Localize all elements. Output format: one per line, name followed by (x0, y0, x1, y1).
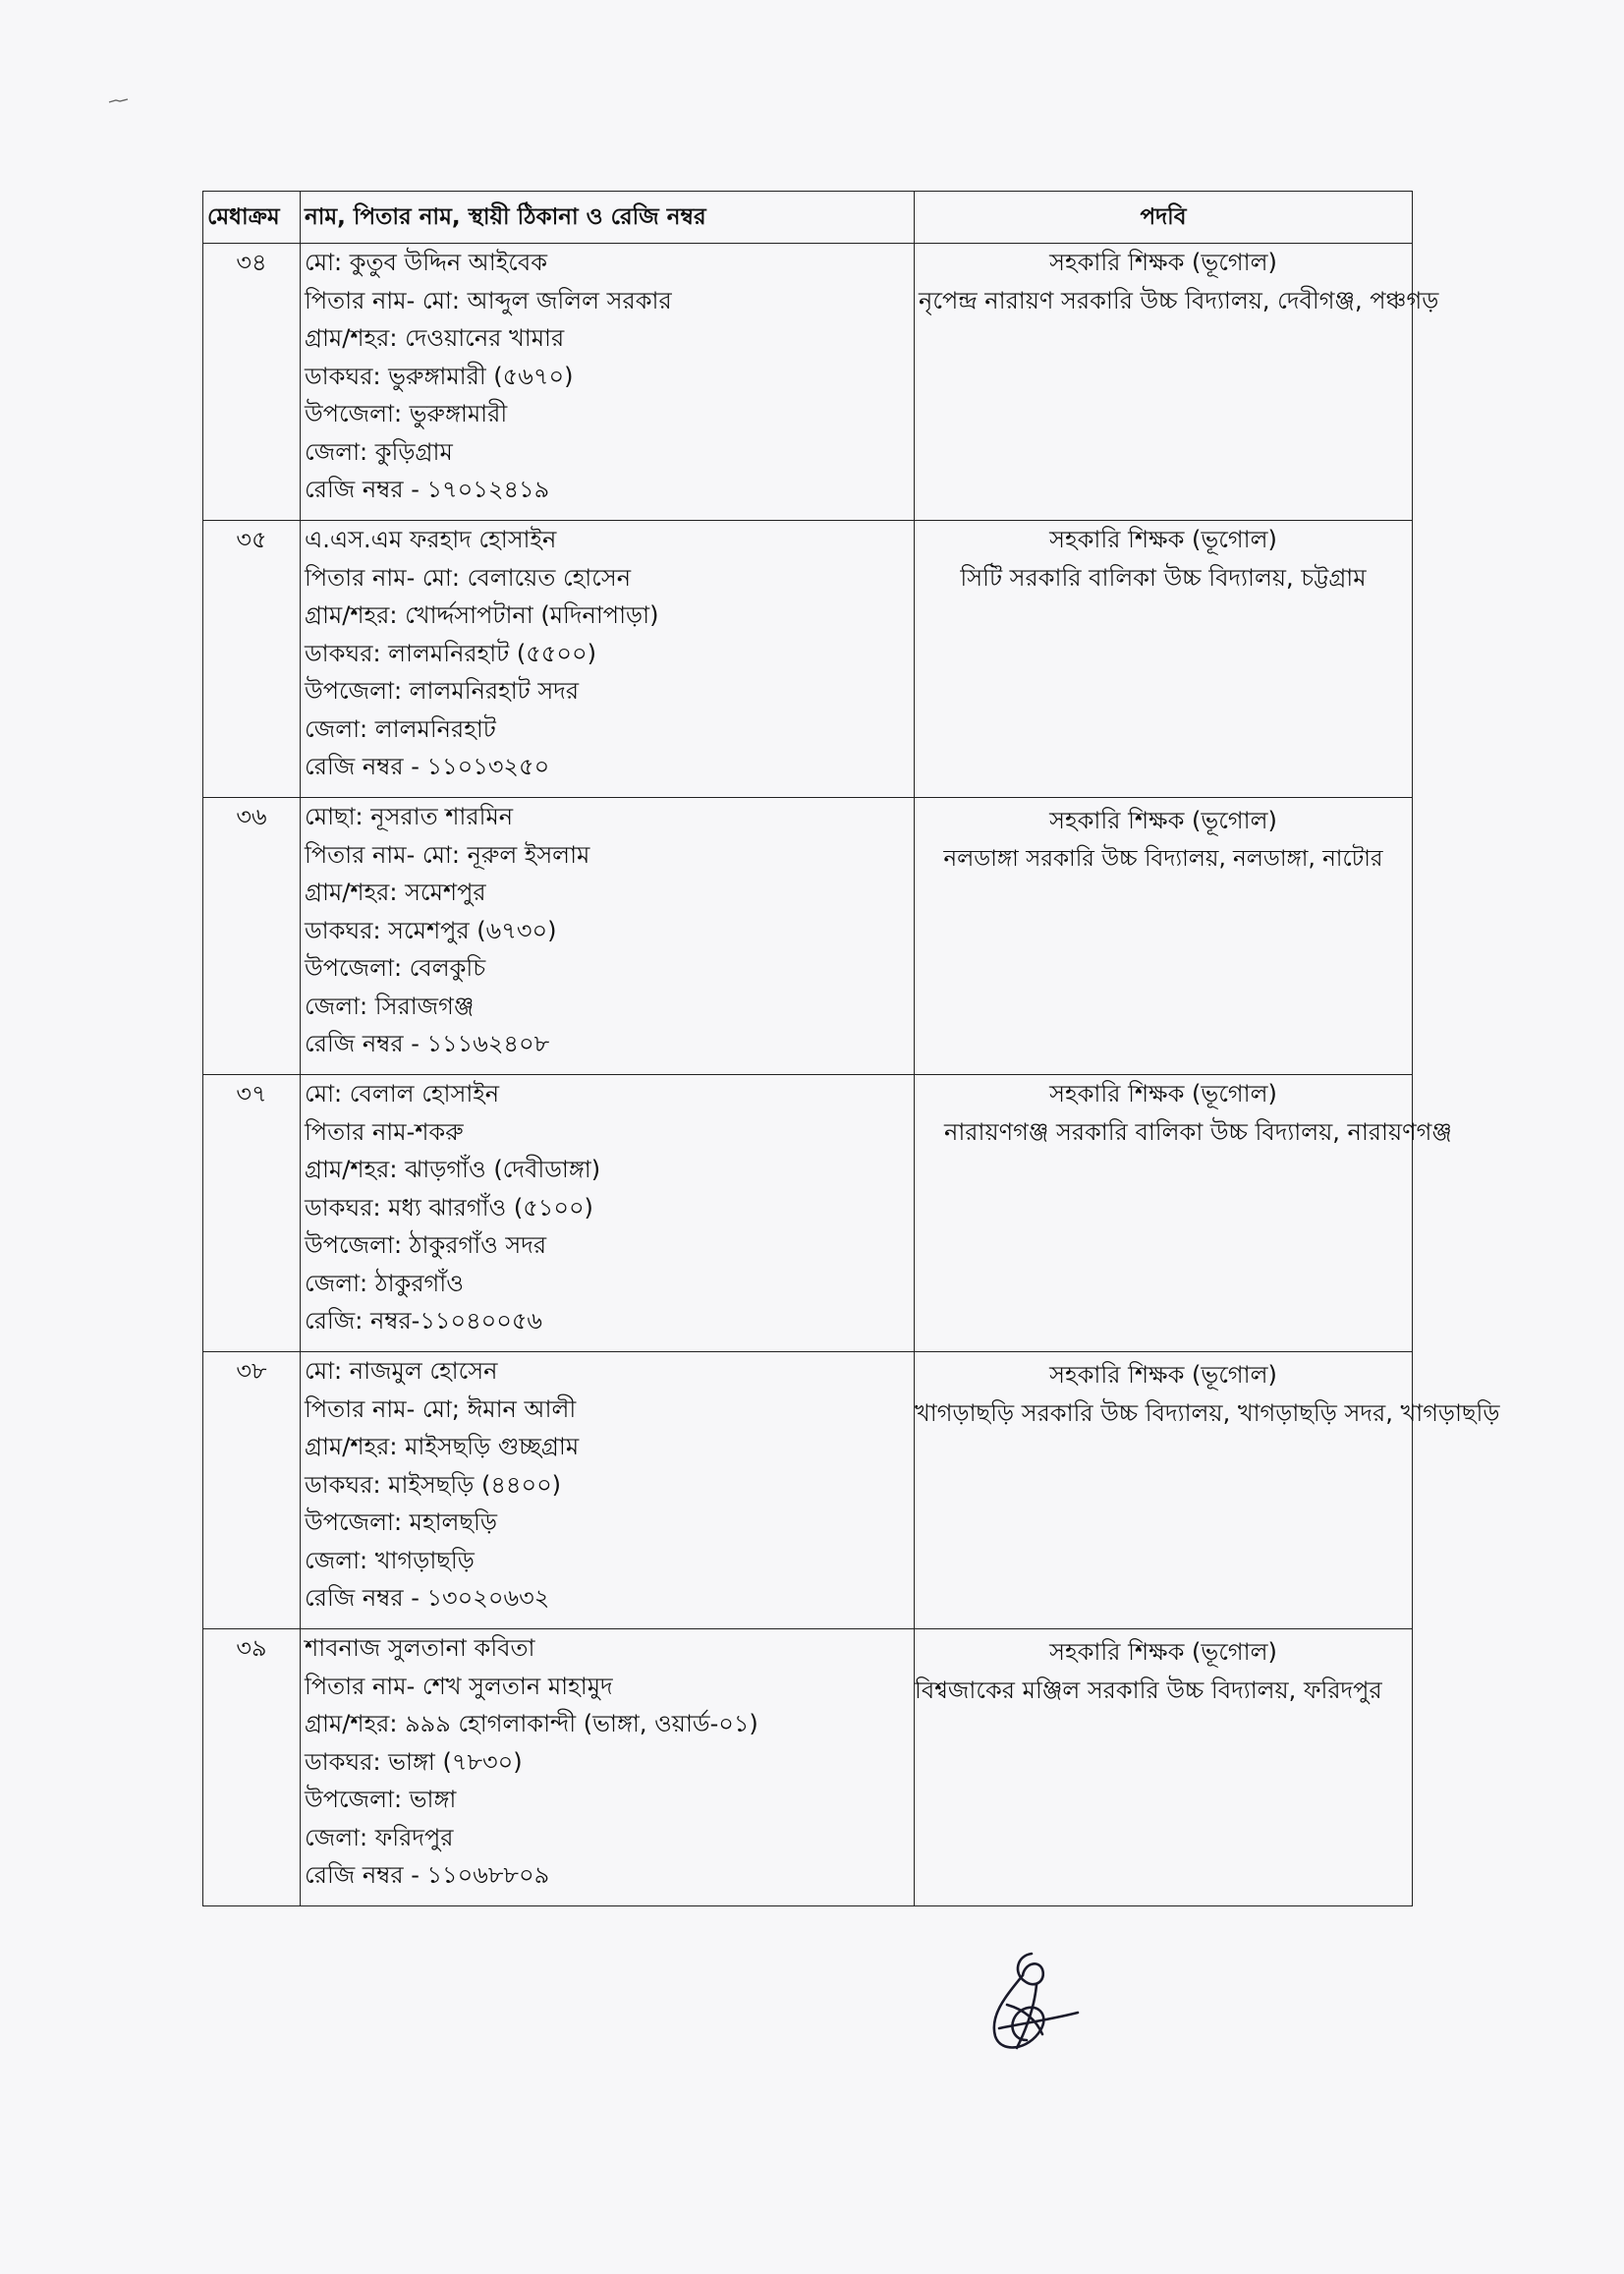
merit-serial: ৩৬ (203, 798, 301, 1075)
village-town: গ্রাম/শহর: ৯৯৯ হোগলাকান্দী (ভাঙ্গা, ওয়ার্ড-০১) (305, 1710, 758, 1737)
post-office: ডাকঘর: মাইসছড়ি (৪৪০০) (305, 1470, 562, 1499)
father-name: পিতার নাম- মো: বেলায়েত হোসেন (305, 563, 632, 592)
designation-title: সহকারি শিক্ষক (ভূগোল) (1049, 1361, 1277, 1389)
merit-serial: ৩৯ (203, 1629, 301, 1906)
designation-title: সহকারি শিক্ষক (ভূগোল) (1049, 1080, 1277, 1108)
designation-cell (915, 1629, 1413, 1906)
designation-cell (915, 1352, 1500, 1629)
candidate-info (301, 521, 915, 798)
upazila: উপজেলা: ঠাকুরগাঁও সদর (305, 1231, 547, 1259)
registration-number: রেজি নম্বর - ১১০১৩২৫০ (305, 753, 550, 780)
registration-number: রেজি নম্বর - ১১১৬২৪০৮ (305, 1030, 550, 1057)
merit-serial: ৩৫ (203, 521, 301, 798)
registration-number: রেজি নম্বর - ১১০৬৮৮০৯ (305, 1861, 550, 1889)
village-town: গ্রাম/শহর: খোর্দ্দসাপটানা (মদিনাপাড়া) (305, 601, 659, 629)
posted-institution: নারায়ণগঞ্জ সরকারি বালিকা উচ্চ বিদ্যালয়, নারায়ণগঞ্জ (944, 1117, 1452, 1146)
table-row (203, 798, 1413, 1075)
candidate-name: শাবনাজ সুলতানা কবিতা (305, 1634, 535, 1662)
posted-institution: সিটি সরকারি বালিকা উচ্চ বিদ্যালয়, চট্টগ্রাম (960, 563, 1367, 592)
candidate-info (301, 1075, 915, 1352)
upazila: উপজেলা: ভুরুঙ্গামারী (305, 400, 508, 427)
father-name: পিতার নাম- শেখ সুলতান মাহামুদ (305, 1672, 613, 1700)
district: জেলা: কুড়িগ্রাম (305, 437, 453, 466)
village-town: গ্রাম/শহর: মাইসছড়ি গুচ্ছগ্রাম (305, 1433, 580, 1460)
merit-serial: ৩৮ (203, 1352, 301, 1629)
upazila: উপজেলা: মহালছড়ি (305, 1508, 497, 1536)
upazila: উপজেলা: বেলকুচি (305, 954, 486, 982)
post-office: ডাকঘর: মধ্য ঝারগাঁও (৫১০০) (305, 1193, 593, 1222)
district: জেলা: ঠাকুরগাঁও (305, 1269, 464, 1297)
candidate-info (301, 1629, 915, 1906)
candidate-name: মো: কুতুব উদ্দিন আইবেক (305, 249, 548, 276)
district: জেলা: লালমনিরহাট (305, 714, 496, 743)
candidate-name: এ.এস.এম ফরহাদ হোসাইন (305, 526, 557, 553)
village-town: গ্রাম/শহর: সমেশপুর (305, 879, 486, 906)
registration-number: রেজি নম্বর - ১৩০২০৬৩২ (305, 1584, 550, 1612)
candidate-info (301, 244, 915, 521)
posted-institution: নৃপেন্দ্র নারায়ণ সরকারি উচ্চ বিদ্যালয়, দেবীগঞ্জ, পঞ্চগড় (919, 286, 1439, 314)
district: জেলা: সিরাজগঞ্জ (305, 992, 475, 1020)
upazila: উপজেলা: ভাঙ্গা (305, 1786, 457, 1813)
header-name-address-reg: নাম, পিতার নাম, স্থায়ী ঠিকানা ও রেজি নম্বর (301, 192, 915, 244)
district: জেলা: খাগড়াছড়ি (305, 1546, 475, 1574)
father-name: পিতার নাম- মো: নূরুল ইসলাম (305, 840, 590, 869)
table-row (203, 1352, 1413, 1629)
merit-serial: ৩৭ (203, 1075, 301, 1352)
father-name: পিতার নাম- মো: আব্দুল জলিল সরকার (305, 286, 672, 314)
candidate-name: মো: বেলাল হোসাইন (305, 1080, 500, 1108)
district: জেলা: ফরিদপুর (305, 1823, 454, 1851)
table-row (203, 521, 1413, 798)
header-designation: পদবি (915, 192, 1413, 244)
designation-title: সহকারি শিক্ষক (ভূগোল) (1049, 526, 1277, 553)
post-office: ডাকঘর: ভুরুঙ্গামারী (৫৬৭০) (305, 362, 574, 390)
merit-serial: ৩৪ (203, 244, 301, 521)
post-office: ডাকঘর: সমেশপুর (৬৭৩০) (305, 916, 557, 944)
merit-list-table (202, 191, 1500, 1906)
table-row (203, 1629, 1413, 1906)
father-name: পিতার নাম- মো; ঈমান আলী (305, 1394, 577, 1423)
header-merit-serial: মেধাক্রম (203, 192, 301, 244)
posted-institution: বিশ্বজাকের মঞ্জিল সরকারি উচ্চ বিদ্যালয়, ফরিদপুর (915, 1676, 1382, 1704)
designation-title: সহকারি শিক্ষক (ভূগোল) (1049, 1638, 1277, 1666)
table-row (203, 1075, 1413, 1352)
post-office: ডাকঘর: ভাঙ্গা (৭৮৩০) (305, 1747, 523, 1776)
registration-number: রেজি: নম্বর-১১০৪০০৫৬ (305, 1307, 543, 1335)
village-town: গ্রাম/শহর: ঝাড়গাঁও (দেবীডাঙ্গা) (305, 1156, 601, 1183)
signature-mark (978, 1946, 1086, 2059)
posted-institution: নলডাঙ্গা সরকারি উচ্চ বিদ্যালয়, নলডাঙ্গা, নাটোর (943, 845, 1383, 872)
table-row (203, 244, 1413, 521)
posted-institution: খাগড়াছড়ি সরকারি উচ্চ বিদ্যালয়, খাগড়াছড়ি সদর, খাগড়াছড়ি (915, 1398, 1500, 1427)
designation-cell (915, 244, 1439, 521)
designation-cell (915, 798, 1413, 1075)
candidate-name: মোছা: নূসরাত শারমিন (305, 803, 514, 830)
designation-cell (915, 1075, 1452, 1352)
designation-title: সহকারি শিক্ষক (ভূগোল) (1049, 807, 1277, 834)
candidate-name: মো: নাজমুল হোসেন (305, 1357, 498, 1385)
table-header-row (203, 192, 1413, 244)
post-office: ডাকঘর: লালমনিরহাট (৫৫০০) (305, 639, 596, 667)
paper-speck-mark (108, 98, 130, 104)
candidate-info (301, 798, 915, 1075)
registration-number: রেজি নম্বর - ১৭০১২৪১৯ (305, 476, 550, 503)
candidate-info (301, 1352, 915, 1629)
village-town: গ্রাম/শহর: দেওয়ানের খামার (305, 324, 565, 352)
designation-title: সহকারি শিক্ষক (ভূগোল) (1049, 249, 1277, 276)
upazila: উপজেলা: লালমনিরহাট সদর (305, 677, 580, 705)
father-name: পিতার নাম-শকরু (305, 1117, 464, 1146)
designation-cell (915, 521, 1413, 798)
